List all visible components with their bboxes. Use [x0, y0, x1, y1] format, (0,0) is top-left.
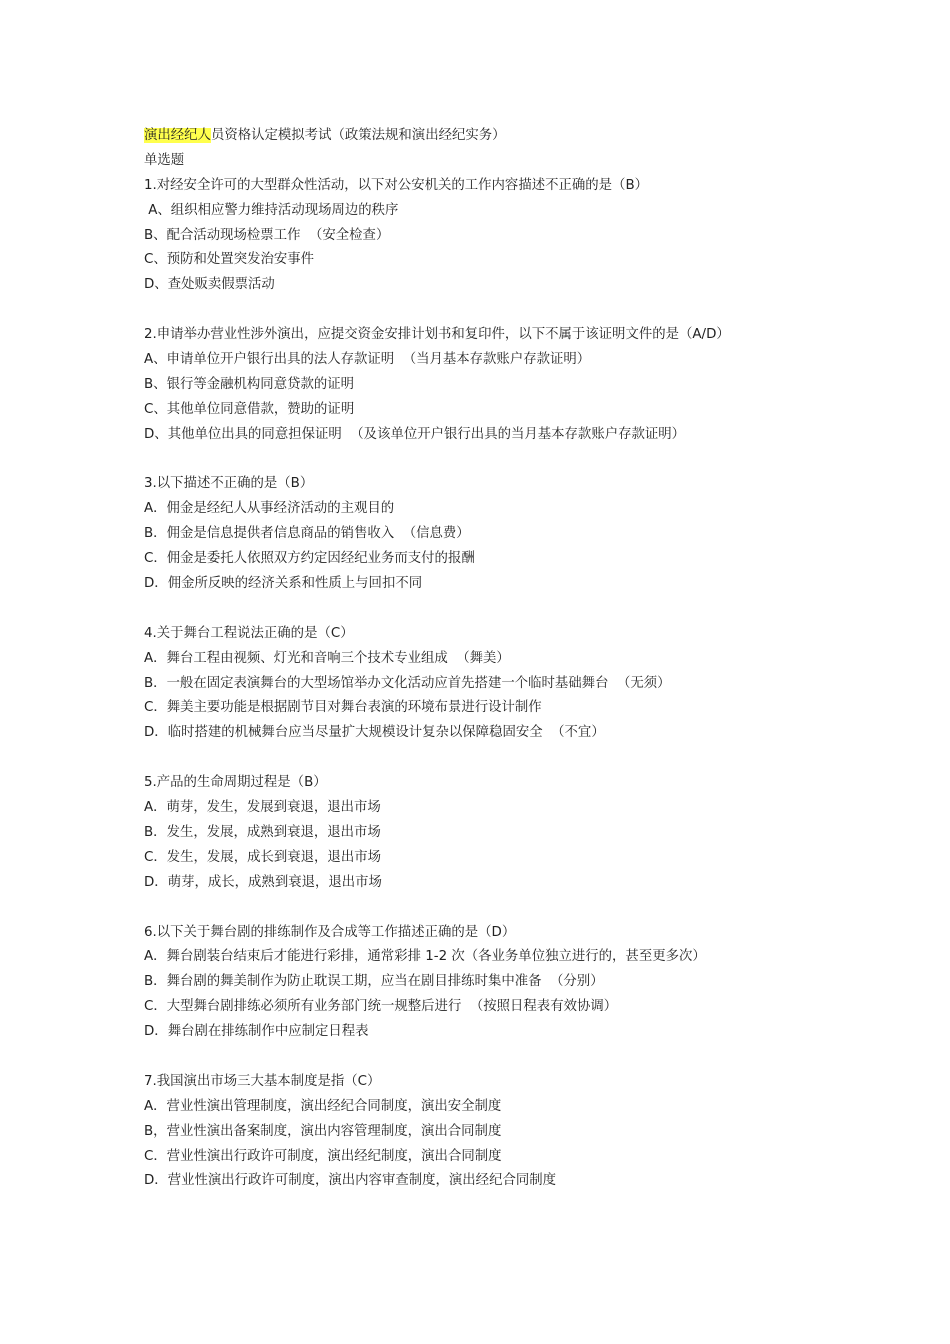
question-block — [144, 174, 924, 298]
answer-option: C．佣金是委托人依照双方约定因经纪业务而支付的报酬 — [144, 551, 475, 567]
question-stem: 1.对经安全许可的大型群众性活动，以下对公安机关的工作内容描述不正确的是（B） — [144, 177, 649, 193]
answer-option: B，营业性演出备案制度，演出内容管理制度，演出合同制度 — [144, 1123, 502, 1139]
question-block — [144, 472, 924, 596]
question-block — [144, 921, 924, 1045]
answer-option: B、银行等金融机构同意贷款的证明 — [144, 376, 355, 392]
question-stem: 6.以下关于舞台剧的排练制作及合成等工作描述正确的是（D） — [144, 924, 516, 940]
answer-option: B．舞台剧的舞美制作为防止耽误工期，应当在剧目排练时集中准备 （分别） — [144, 974, 604, 990]
spacer — [144, 597, 924, 622]
question-block — [144, 1070, 924, 1194]
answer-option: C、其他单位同意借款，赞助的证明 — [144, 401, 355, 417]
answer-option: B．佣金是信息提供者信息商品的销售收入 （信息费） — [144, 526, 470, 542]
section-heading: 单选题 — [144, 152, 185, 168]
document-body — [144, 124, 924, 1194]
question-block — [144, 771, 924, 895]
spacer — [144, 1045, 924, 1070]
answer-option: C．发生，发展，成长到衰退，退出市场 — [144, 849, 381, 865]
answer-option: C．营业性演出行政许可制度，演出经纪制度，演出合同制度 — [144, 1148, 502, 1164]
question-stem: 5.产品的生命周期过程是（B） — [144, 775, 327, 791]
answer-option: D．佣金所反映的经济关系和性质上与回扣不同 — [144, 576, 423, 592]
title-highlight: 演出经纪人 — [144, 128, 211, 143]
question-stem: 7.我国演出市场三大基本制度是指（C） — [144, 1073, 381, 1089]
spacer — [144, 746, 924, 771]
answer-option: B．发生，发展，成熟到衰退，退出市场 — [144, 824, 381, 840]
spacer — [144, 448, 924, 473]
answer-option: D．舞台剧在排练制作中应制定日程表 — [144, 1024, 369, 1040]
answer-option: B．一般在固定表演舞台的大型场馆举办文化活动应首先搭建一个临时基础舞台 （无须） — [144, 675, 671, 691]
question-block — [144, 323, 924, 447]
answer-option: D、查处贩卖假票活动 — [144, 277, 275, 293]
answer-option: A．佣金是经纪人从事经济活动的主观目的 — [144, 501, 395, 517]
answer-option: A、申请单位开户银行出具的法人存款证明 （当月基本存款账户存款证明） — [144, 352, 591, 368]
answer-option: A、组织相应警力维持活动现场周边的秩序 — [144, 202, 399, 218]
title-text: 员资格认定模拟考试（政策法规和演出经纪实务） — [210, 128, 506, 143]
answer-option: C．舞美主要功能是根据剧节目对舞台表演的环境布景进行设计制作 — [144, 700, 542, 716]
spacer — [144, 896, 924, 921]
answer-option: D．临时搭建的机械舞台应当尽量扩大规模设计复杂以保障稳固安全 （不宜） — [144, 725, 605, 741]
answer-option: A．营业性演出管理制度，演出经纪合同制度，演出安全制度 — [144, 1098, 502, 1114]
document-title — [144, 124, 924, 149]
spacer — [144, 298, 924, 323]
answer-option: B、配合活动现场检票工作 （安全检查） — [144, 227, 390, 243]
answer-option: A．舞台剧装台结束后才能进行彩排，通常彩排 1-2 次（各业务单位独立进行的，甚至更多次） — [144, 949, 706, 965]
answer-option: A．萌芽，发生，发展到衰退，退出市场 — [144, 800, 381, 816]
answer-option: A．舞台工程由视频、灯光和音响三个技术专业组成 （舞美） — [144, 650, 510, 666]
question-block — [144, 622, 924, 746]
answer-option: D、其他单位出具的同意担保证明 （及该单位开户银行出具的当月基本存款账户存款证明） — [144, 426, 686, 442]
answer-option: D．萌芽，成长，成熟到衰退，退出市场 — [144, 874, 382, 890]
answer-option: C．大型舞台剧排练必须所有业务部门统一规整后进行 （按照日程表有效协调） — [144, 999, 618, 1015]
question-stem: 3.以下描述不正确的是（B） — [144, 476, 314, 492]
answer-option: D．营业性演出行政许可制度，演出内容审查制度，演出经纪合同制度 — [144, 1173, 557, 1189]
answer-option: C、预防和处置突发治安事件 — [144, 252, 315, 268]
question-stem: 4.关于舞台工程说法正确的是（C） — [144, 625, 354, 641]
question-stem: 2.申请举办营业性涉外演出，应提交资金安排计划书和复印件，以下不属于该证明文件的是（A/D） — [144, 327, 730, 343]
